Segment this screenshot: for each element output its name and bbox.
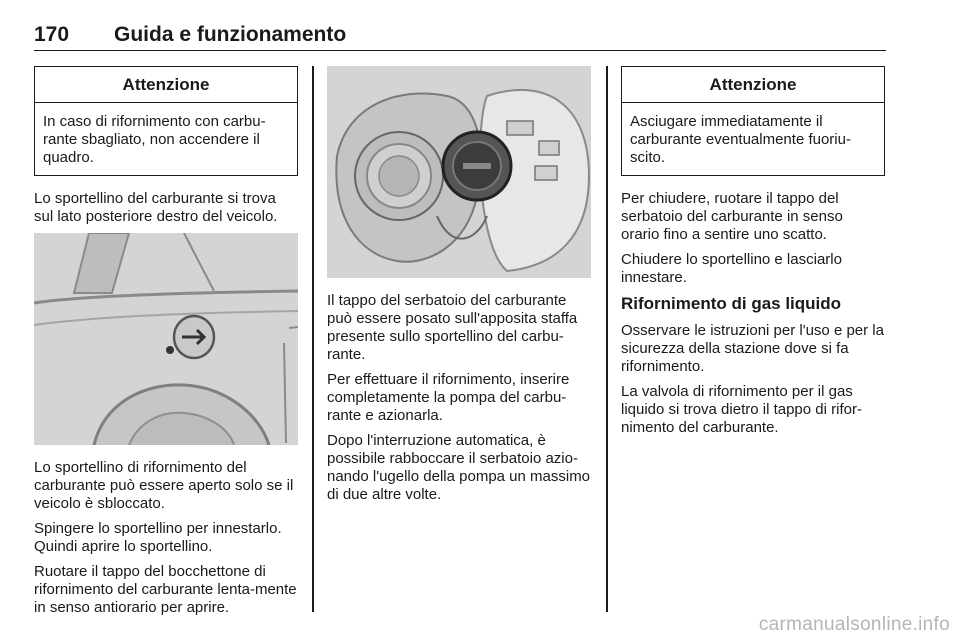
paragraph: La valvola di rifornimento per il gas liquido si trova dietro il tappo di rifor-nimento del carburante. <box>621 383 862 436</box>
paragraph: Dopo l'interruzione automatica, è possibile rabboccare il serbatoio azio-nando l'ugello della pompa un massimo di due altre volte. <box>327 432 591 503</box>
paragraph: Chiudere lo sportellino e lasciarlo innestare. <box>621 251 842 286</box>
warning-box <box>621 66 885 176</box>
paragraph: Per chiudere, ruotare il tappo del serbatoio del carburante in senso orario fino a sentire uno scatto. <box>621 190 843 243</box>
paragraph: Spingere lo sportellino per innestarlo. Quindi aprire lo sportellino. <box>34 520 282 555</box>
watermark: carmanualsonline.info <box>758 614 950 635</box>
page-number: 170 <box>34 23 70 46</box>
page-title: Guida e funzionamento <box>114 23 347 46</box>
warning-text: Asciugare immediatamente il carburante eventualmente fuoriu-scito. <box>630 113 851 166</box>
warning-box <box>34 66 298 176</box>
column-middle <box>327 66 591 511</box>
paragraph: Il tappo del serbatoio del carburante può essere posato sull'apposita staffa presente sullo sportellino del carbu-rante. <box>327 292 578 363</box>
illustration-fuel-door-location <box>34 233 298 445</box>
warning-text: In caso di rifornimento con carbu-rante sbagliato, non accendere il quadro. <box>43 113 266 166</box>
page-header <box>34 20 886 51</box>
column-divider <box>606 66 608 612</box>
warning-title: Attenzione <box>622 67 884 103</box>
paragraph: Lo sportellino del carburante si trova sul lato posteriore destro del veicolo. <box>34 190 278 225</box>
warning-title: Attenzione <box>35 67 297 103</box>
column-left <box>34 66 298 624</box>
column-divider <box>312 66 314 612</box>
illustration-fuel-cap <box>327 66 591 278</box>
section-heading: Rifornimento di gas liquido <box>621 294 842 313</box>
paragraph: Ruotare il tappo del bocchettone di rifornimento del carburante lenta-mente in senso antiorario per aprire. <box>34 563 297 616</box>
column-right <box>621 66 885 444</box>
paragraph: Per effettuare il rifornimento, inserire completamente la pompa del carbu-rante e azionarla. <box>327 371 570 424</box>
paragraph: Lo sportellino di rifornimento del carburante può essere aperto solo se il veicolo è sbloccato. <box>34 459 294 512</box>
paragraph: Osservare le istruzioni per l'uso e per la sicurezza della stazione dove si fa rifornimento. <box>621 322 884 375</box>
